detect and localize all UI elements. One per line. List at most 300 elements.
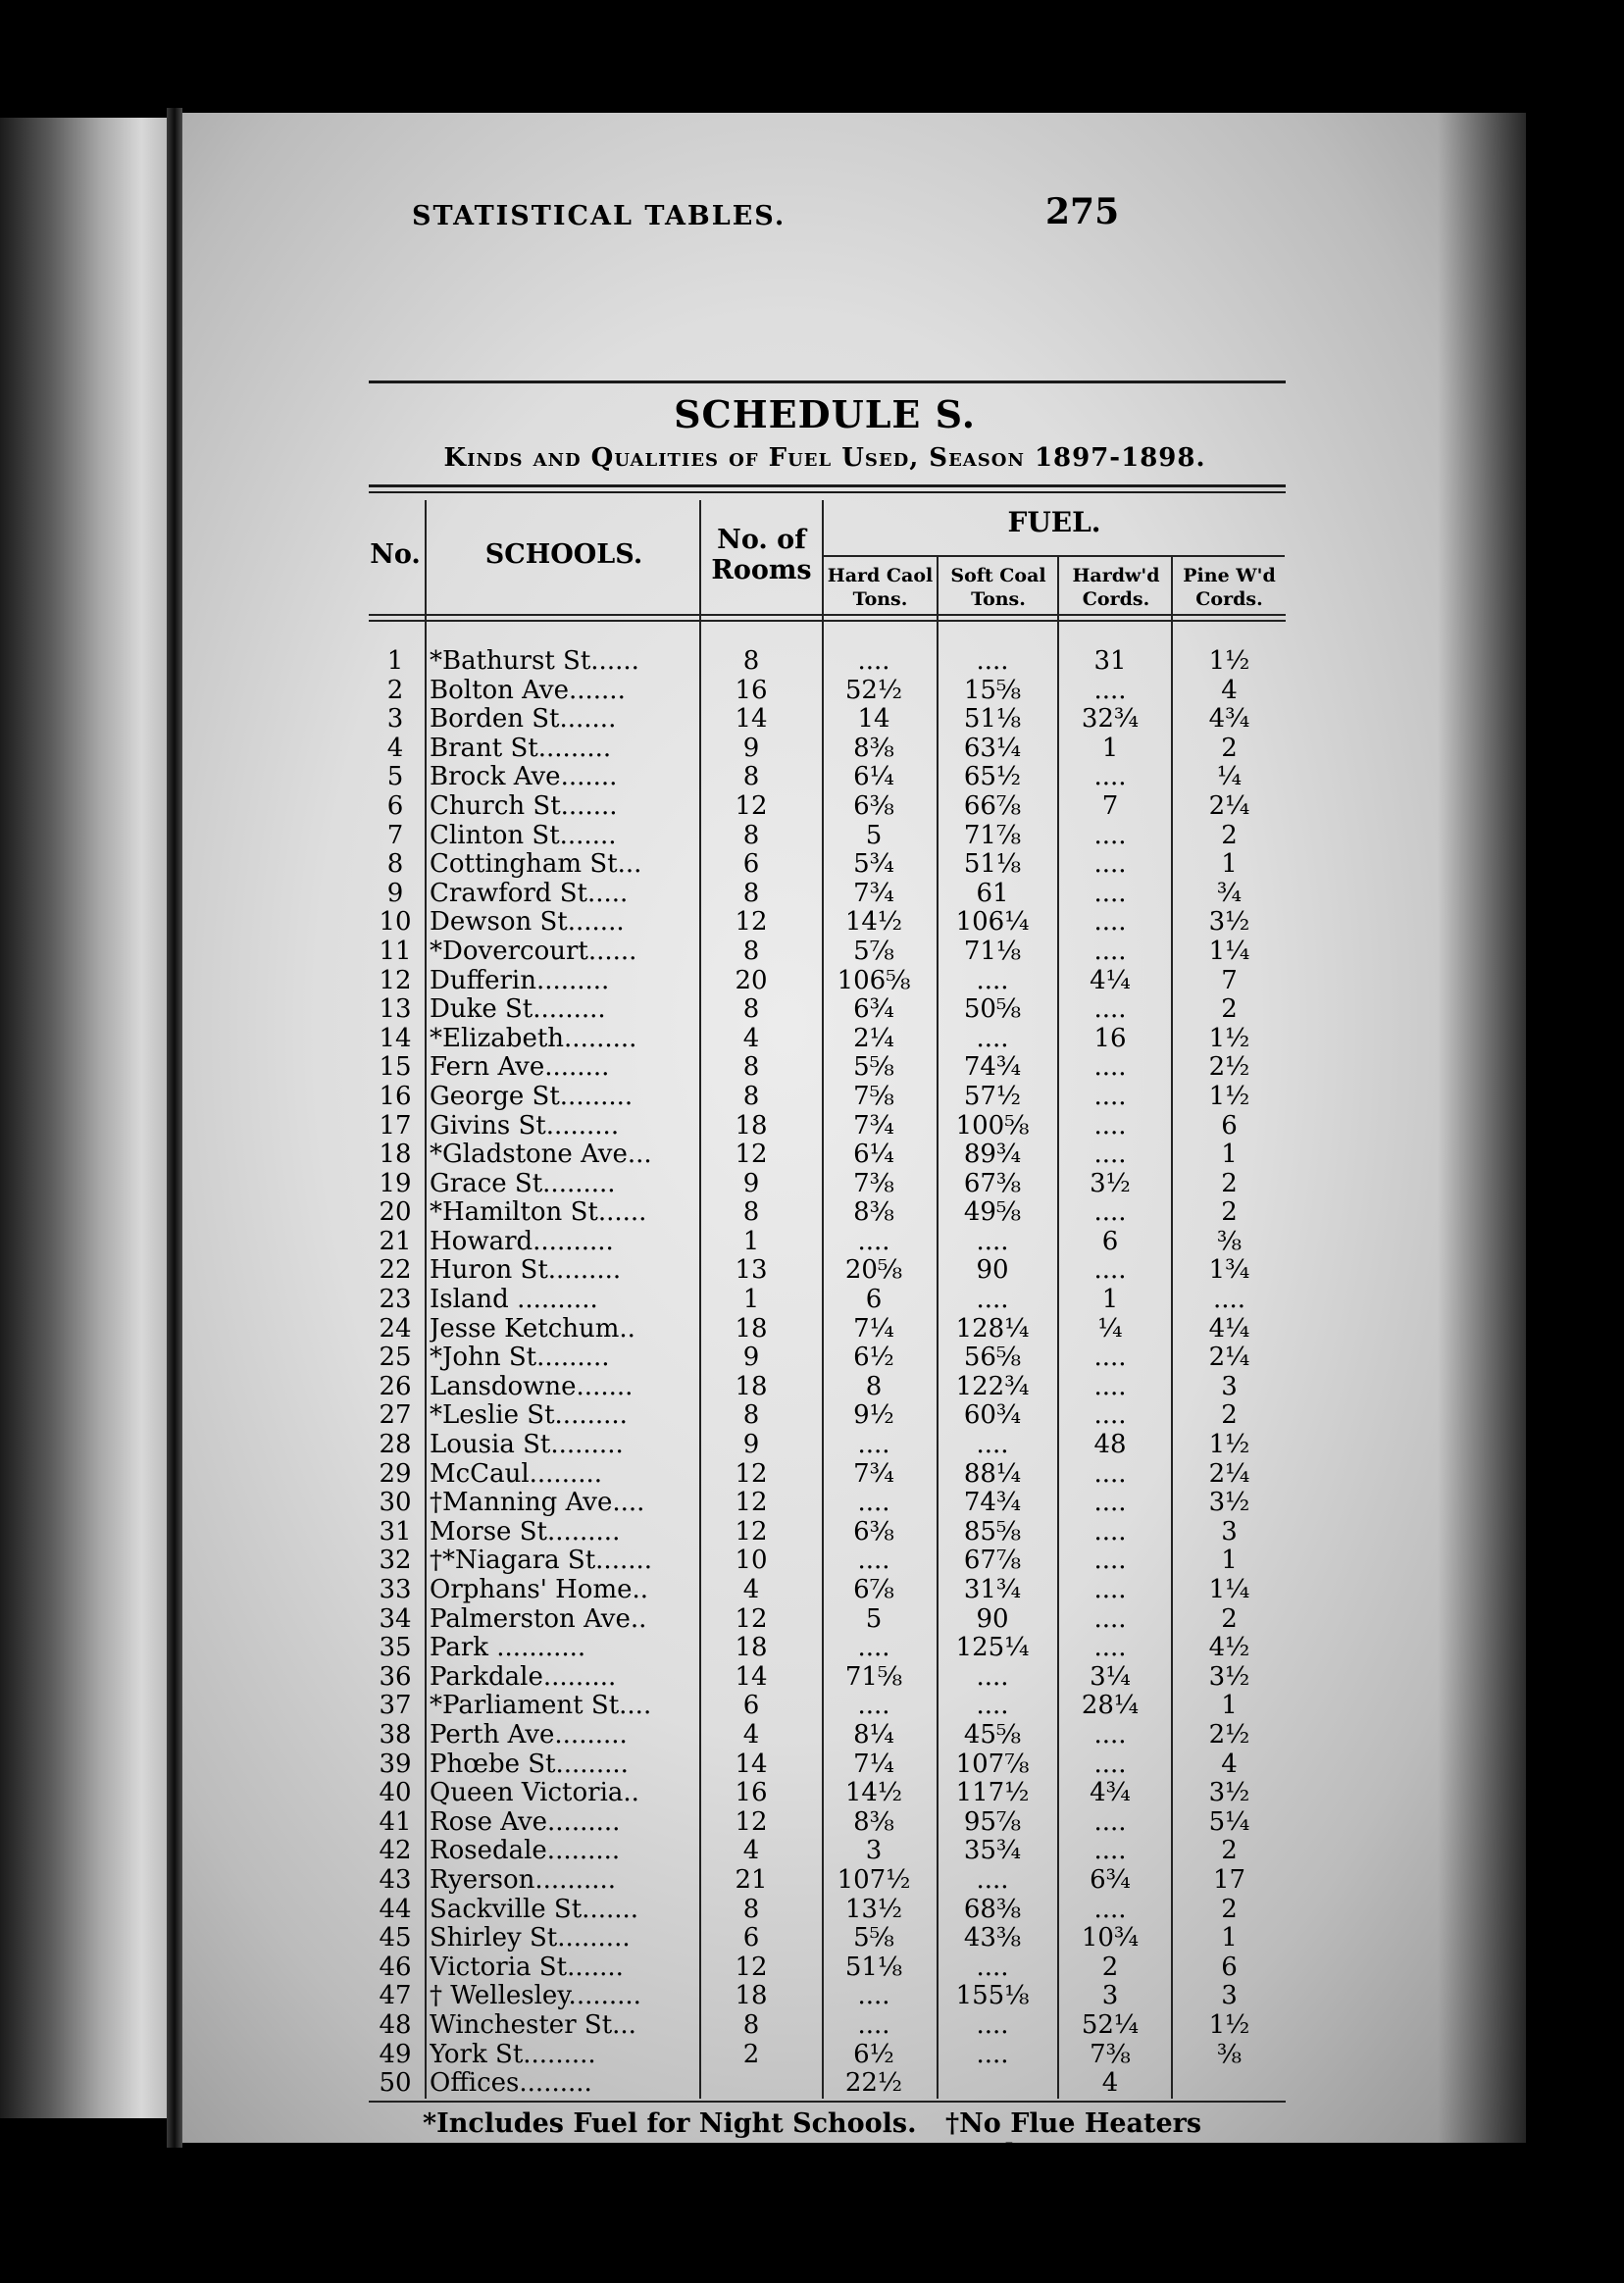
row-number: 3 bbox=[386, 704, 404, 735]
table-row bbox=[369, 938, 1286, 967]
pine-wood-cords: 1½ bbox=[1208, 1430, 1250, 1460]
row-number: 20 bbox=[379, 1197, 412, 1228]
hardwood-cords: .... bbox=[1093, 1516, 1127, 1547]
rooms-count: 8 bbox=[742, 1894, 760, 1924]
hard-coal-tons: 6⅜ bbox=[853, 1516, 894, 1547]
rooms-count: 12 bbox=[735, 907, 768, 938]
row-number: 38 bbox=[379, 1719, 412, 1750]
hardwood-cords: .... bbox=[1093, 1081, 1127, 1111]
school-name: † Wellesley......... bbox=[430, 1982, 641, 2011]
pine-wood-cords: 2½ bbox=[1208, 1719, 1250, 1750]
table-row bbox=[369, 850, 1286, 880]
rooms-count: 6 bbox=[742, 849, 760, 880]
hard-coal-tons: .... bbox=[857, 2009, 890, 2040]
row-number: 11 bbox=[379, 936, 412, 966]
row-number: 30 bbox=[379, 1488, 412, 1518]
soft-coal-tons: .... bbox=[976, 1952, 1009, 1982]
hardwood-cords: 3 bbox=[1101, 1981, 1119, 2011]
rooms-count: 6 bbox=[742, 1923, 760, 1953]
hard-coal-tons: 6⅞ bbox=[853, 1575, 894, 1604]
school-name: Duke St......... bbox=[430, 995, 606, 1025]
hardwood-cords: .... bbox=[1093, 1255, 1127, 1286]
rooms-count: 2 bbox=[742, 2039, 760, 2069]
school-name: Lansdowne....... bbox=[430, 1372, 634, 1401]
school-name: Lousia St......... bbox=[430, 1431, 624, 1460]
pine-wood-cords: 2 bbox=[1221, 1836, 1238, 1866]
hardwood-cords: .... bbox=[1093, 1488, 1127, 1518]
pine-wood-cords: 4¾ bbox=[1208, 704, 1250, 735]
pine-wood-cords: 2 bbox=[1221, 1603, 1238, 1634]
pine-wood-cords: ¼ bbox=[1216, 762, 1243, 792]
school-name: Victoria St....... bbox=[430, 1953, 624, 1982]
row-number: 18 bbox=[379, 1140, 412, 1170]
school-name: Brant St......... bbox=[430, 734, 612, 763]
hard-coal-tons: 9½ bbox=[853, 1400, 894, 1431]
pine-wood-cords: 4¼ bbox=[1208, 1313, 1250, 1344]
school-name: Fern Ave........ bbox=[430, 1053, 610, 1083]
soft-coal-tons: .... bbox=[976, 2039, 1009, 2069]
table-row bbox=[369, 1576, 1286, 1605]
soft-coal-tons: 125¼ bbox=[955, 1633, 1030, 1663]
school-name: Orphans' Home.. bbox=[430, 1576, 649, 1604]
soft-coal-tons: .... bbox=[976, 1864, 1009, 1895]
hardwood-cords: .... bbox=[1093, 1836, 1127, 1866]
pine-wood-cords: 2 bbox=[1221, 994, 1238, 1025]
table-row bbox=[369, 1373, 1286, 1402]
pine-wood-cords: 1¼ bbox=[1208, 936, 1250, 966]
table-row bbox=[369, 1344, 1286, 1373]
rooms-count: 9 bbox=[742, 1168, 760, 1198]
row-number: 17 bbox=[379, 1110, 412, 1141]
rooms-count: 21 bbox=[735, 1864, 768, 1895]
header-no: No. bbox=[370, 539, 421, 570]
table-row bbox=[369, 1547, 1286, 1576]
hard-coal-tons: 7⅝ bbox=[853, 1081, 894, 1111]
school-name: *Hamilton St...... bbox=[430, 1198, 647, 1228]
header-soft-line1: Soft Coal bbox=[950, 565, 1046, 586]
rooms-count: 6 bbox=[742, 1691, 760, 1721]
soft-coal-tons: 61 bbox=[976, 878, 1009, 908]
row-number: 45 bbox=[379, 1923, 412, 1953]
rooms-count: 8 bbox=[742, 1197, 760, 1228]
header-pine-line2: Cords. bbox=[1195, 588, 1263, 610]
rooms-count: 10 bbox=[735, 1546, 768, 1576]
rooms-count: 9 bbox=[742, 1343, 760, 1373]
hard-coal-tons: 7⅜ bbox=[853, 1168, 894, 1198]
soft-coal-tons: 71⅞ bbox=[963, 820, 1022, 850]
rooms-count: 14 bbox=[735, 1749, 768, 1779]
hardwood-cords: 4¼ bbox=[1090, 965, 1131, 995]
hard-coal-tons: 22½ bbox=[844, 2068, 903, 2099]
header-hard-line1: Hard Caol bbox=[827, 565, 934, 586]
hard-coal-tons: 52½ bbox=[844, 675, 903, 705]
hardwood-cords: .... bbox=[1093, 849, 1127, 880]
row-number: 26 bbox=[379, 1371, 412, 1401]
rooms-count: 1 bbox=[742, 1285, 760, 1315]
rooms-count: 12 bbox=[735, 1516, 768, 1547]
school-name: Dufferin......... bbox=[430, 966, 610, 995]
soft-coal-tons: .... bbox=[976, 2009, 1009, 2040]
soft-coal-tons: .... bbox=[976, 1023, 1009, 1053]
school-name: Givins St......... bbox=[430, 1111, 620, 1141]
pine-wood-cords: 3½ bbox=[1208, 907, 1250, 938]
school-name: Phœbe St......... bbox=[430, 1750, 629, 1779]
row-number: 35 bbox=[379, 1633, 412, 1663]
table-row bbox=[369, 1663, 1286, 1693]
row-number: 40 bbox=[379, 1778, 412, 1808]
pine-wood-cords: .... bbox=[1212, 1285, 1246, 1315]
table-row bbox=[369, 822, 1286, 851]
soft-coal-tons: 50⅝ bbox=[963, 994, 1022, 1025]
hardwood-cords: 3¼ bbox=[1090, 1661, 1131, 1692]
school-name: Queen Victoria.. bbox=[430, 1779, 639, 1808]
rooms-count: 18 bbox=[735, 1633, 768, 1663]
soft-coal-tons: 95⅞ bbox=[963, 1806, 1022, 1837]
soft-coal-tons: .... bbox=[976, 1226, 1009, 1256]
table-row bbox=[369, 1750, 1286, 1780]
hard-coal-tons: 5⅞ bbox=[853, 936, 894, 966]
soft-coal-tons: 56⅝ bbox=[963, 1343, 1022, 1373]
school-name: Perth Ave......... bbox=[430, 1720, 628, 1750]
page-shadow bbox=[1438, 113, 1526, 2143]
soft-coal-tons: .... bbox=[976, 1430, 1009, 1460]
soft-coal-tons: 90 bbox=[976, 1603, 1009, 1634]
hardwood-cords: 6¾ bbox=[1090, 1864, 1131, 1895]
table-row bbox=[369, 1866, 1286, 1896]
hard-coal-tons: 5⅝ bbox=[853, 1923, 894, 1953]
hard-coal-tons: 14 bbox=[857, 704, 890, 735]
table-row bbox=[369, 2011, 1286, 2041]
pine-wood-cords: 1 bbox=[1221, 1691, 1238, 1721]
school-name: Bolton Ave....... bbox=[430, 676, 626, 705]
hard-coal-tons: 5⅝ bbox=[853, 1052, 894, 1083]
pine-wood-cords: 6 bbox=[1221, 1952, 1238, 1982]
table-row bbox=[369, 1141, 1286, 1170]
hard-coal-tons: 8 bbox=[865, 1371, 883, 1401]
hardwood-cords: .... bbox=[1093, 1197, 1127, 1228]
hardwood-cords: 3½ bbox=[1090, 1168, 1131, 1198]
rooms-count: 8 bbox=[742, 1400, 760, 1431]
hardwood-cords: .... bbox=[1093, 1633, 1127, 1663]
hard-coal-tons: .... bbox=[857, 1430, 890, 1460]
table-row bbox=[369, 1053, 1286, 1083]
hard-coal-tons: 7¼ bbox=[853, 1313, 894, 1344]
pine-wood-cords: 4½ bbox=[1208, 1633, 1250, 1663]
table-row bbox=[369, 1401, 1286, 1431]
header-bottom-rule bbox=[369, 614, 1286, 616]
rooms-count: 9 bbox=[742, 733, 760, 763]
soft-coal-tons: 106¼ bbox=[955, 907, 1030, 938]
table-row bbox=[369, 1460, 1286, 1490]
row-number: 7 bbox=[386, 820, 404, 850]
schedule-subtitle: Kinds and Qualities of Fuel Used, Season 1897-1898. bbox=[443, 443, 1206, 473]
table-row bbox=[369, 1170, 1286, 1199]
soft-coal-tons: 35¾ bbox=[963, 1836, 1022, 1866]
row-number: 32 bbox=[379, 1546, 412, 1576]
row-number: 9 bbox=[386, 878, 404, 908]
table-row bbox=[369, 908, 1286, 938]
hard-coal-tons: 7¾ bbox=[853, 878, 894, 908]
fuel-table-body bbox=[369, 647, 1286, 2099]
hard-coal-tons: 6¼ bbox=[853, 1140, 894, 1170]
pine-wood-cords: 3½ bbox=[1208, 1661, 1250, 1692]
row-number: 24 bbox=[379, 1313, 412, 1344]
rooms-count: 12 bbox=[735, 1458, 768, 1489]
hardwood-cords: 16 bbox=[1093, 1023, 1127, 1053]
row-number: 47 bbox=[379, 1981, 412, 2011]
table-row bbox=[369, 2041, 1286, 2070]
table-row bbox=[369, 1982, 1286, 2011]
table-row bbox=[369, 1808, 1286, 1838]
hard-coal-tons: 6½ bbox=[853, 2039, 894, 2069]
rooms-count: 18 bbox=[735, 1110, 768, 1141]
rooms-count: 8 bbox=[742, 2009, 760, 2040]
page-number: 275 bbox=[1045, 191, 1120, 232]
book-spine bbox=[167, 108, 182, 2148]
hardwood-cords: 52¼ bbox=[1081, 2009, 1140, 2040]
school-name: Rosedale......... bbox=[430, 1837, 621, 1866]
school-name: Church St....... bbox=[430, 791, 618, 821]
rooms-count: 16 bbox=[735, 675, 768, 705]
hard-coal-tons: 107½ bbox=[837, 1864, 911, 1895]
hardwood-cords: .... bbox=[1093, 1806, 1127, 1837]
school-name: Park ........... bbox=[430, 1634, 586, 1663]
hardwood-cords: 6 bbox=[1101, 1226, 1119, 1256]
soft-coal-tons: 67⅞ bbox=[963, 1546, 1022, 1576]
school-name: Parkdale......... bbox=[430, 1662, 617, 1692]
rooms-count: 20 bbox=[735, 965, 768, 995]
hard-coal-tons: 7¼ bbox=[853, 1749, 894, 1779]
soft-coal-tons: 117½ bbox=[955, 1778, 1030, 1808]
soft-coal-tons: 65½ bbox=[963, 762, 1022, 792]
hardwood-cords: 4 bbox=[1101, 2068, 1119, 2099]
rooms-count: 16 bbox=[735, 1778, 768, 1808]
row-number: 6 bbox=[386, 790, 404, 821]
pine-wood-cords: 1¾ bbox=[1208, 1255, 1250, 1286]
table-row bbox=[369, 1518, 1286, 1547]
hard-coal-tons: 7¾ bbox=[853, 1458, 894, 1489]
row-number: 34 bbox=[379, 1603, 412, 1634]
hard-coal-tons: 2¼ bbox=[853, 1023, 894, 1053]
pine-wood-cords: 2¼ bbox=[1208, 1458, 1250, 1489]
hardwood-cords: .... bbox=[1093, 1371, 1127, 1401]
rooms-count: 14 bbox=[735, 1661, 768, 1692]
pine-wood-cords: 2¼ bbox=[1208, 790, 1250, 821]
table-row bbox=[369, 880, 1286, 909]
pine-wood-cords: 1 bbox=[1221, 1923, 1238, 1953]
hard-coal-tons: 8⅜ bbox=[853, 733, 894, 763]
row-number: 29 bbox=[379, 1458, 412, 1489]
table-row bbox=[369, 1692, 1286, 1721]
school-name: †*Niagara St....... bbox=[430, 1547, 653, 1576]
row-number: 44 bbox=[379, 1894, 412, 1924]
hardwood-cords: .... bbox=[1093, 1343, 1127, 1373]
pine-wood-cords: 1¼ bbox=[1208, 1575, 1250, 1604]
row-number: 14 bbox=[379, 1023, 412, 1053]
school-name: Sackville St....... bbox=[430, 1895, 639, 1924]
row-number: 5 bbox=[386, 762, 404, 792]
hard-coal-tons: 5 bbox=[865, 1603, 883, 1634]
table-bottom-rule bbox=[369, 2101, 1286, 2103]
soft-coal-tons: 60¾ bbox=[963, 1400, 1022, 1431]
hard-coal-tons: .... bbox=[857, 1633, 890, 1663]
row-number: 42 bbox=[379, 1836, 412, 1866]
row-number: 49 bbox=[379, 2039, 412, 2069]
hardwood-cords: 10¾ bbox=[1081, 1923, 1140, 1953]
soft-coal-tons: 88¼ bbox=[963, 1458, 1022, 1489]
row-number: 16 bbox=[379, 1081, 412, 1111]
soft-coal-tons: 67⅜ bbox=[963, 1168, 1022, 1198]
school-name: *John St......... bbox=[430, 1344, 610, 1373]
pine-wood-cords: 3 bbox=[1221, 1516, 1238, 1547]
hardwood-cords: .... bbox=[1093, 1894, 1127, 1924]
header-hardwood-line2: Cords. bbox=[1082, 588, 1150, 610]
hard-coal-tons: 51⅛ bbox=[844, 1952, 903, 1982]
row-number: 25 bbox=[379, 1343, 412, 1373]
soft-coal-tons: 74¾ bbox=[963, 1052, 1022, 1083]
top-rule bbox=[369, 380, 1286, 383]
hardwood-cords: 1 bbox=[1101, 733, 1119, 763]
hardwood-cords: .... bbox=[1093, 1052, 1127, 1083]
hard-coal-tons: 7¾ bbox=[853, 1110, 894, 1141]
hardwood-cords: 28¼ bbox=[1081, 1691, 1140, 1721]
school-name: York St......... bbox=[430, 2040, 596, 2069]
school-name: *Parliament St.... bbox=[430, 1692, 652, 1721]
pine-wood-cords: 7 bbox=[1221, 965, 1238, 995]
row-number: 2 bbox=[386, 675, 404, 705]
row-number: 33 bbox=[379, 1575, 412, 1604]
pine-wood-cords: 2¼ bbox=[1208, 1343, 1250, 1373]
rooms-count: 14 bbox=[735, 704, 768, 735]
pine-wood-cords: 1 bbox=[1221, 849, 1238, 880]
pine-wood-cords: 2 bbox=[1221, 1894, 1238, 1924]
table-row bbox=[369, 1924, 1286, 1953]
rooms-count: 4 bbox=[742, 1575, 760, 1604]
rooms-count: 4 bbox=[742, 1023, 760, 1053]
table-row bbox=[369, 1315, 1286, 1344]
pine-wood-cords: 2 bbox=[1221, 1197, 1238, 1228]
hardwood-cords: .... bbox=[1093, 1458, 1127, 1489]
soft-coal-tons: 74¾ bbox=[963, 1488, 1022, 1518]
rooms-count: 8 bbox=[742, 1081, 760, 1111]
soft-coal-tons: 71⅛ bbox=[963, 936, 1022, 966]
table-row bbox=[369, 1605, 1286, 1635]
rooms-count: 8 bbox=[742, 936, 760, 966]
school-name: Island .......... bbox=[430, 1286, 598, 1315]
row-number: 50 bbox=[379, 2068, 412, 2099]
rooms-count: 8 bbox=[742, 646, 760, 676]
table-row bbox=[369, 1228, 1286, 1257]
hardwood-cords: 1 bbox=[1101, 1285, 1119, 1315]
header-rule-top-2 bbox=[369, 491, 1286, 493]
school-name: Borden St....... bbox=[430, 705, 617, 735]
school-name: Huron St......... bbox=[430, 1256, 622, 1286]
soft-coal-tons: 31¾ bbox=[963, 1575, 1022, 1604]
school-name: George St......... bbox=[430, 1082, 634, 1111]
pine-wood-cords: ⅜ bbox=[1216, 1226, 1243, 1256]
pine-wood-cords: 5¼ bbox=[1208, 1806, 1250, 1837]
pine-wood-cords: 6 bbox=[1221, 1110, 1238, 1141]
table-row bbox=[369, 1837, 1286, 1866]
row-number: 19 bbox=[379, 1168, 412, 1198]
rooms-count: 18 bbox=[735, 1313, 768, 1344]
row-number: 28 bbox=[379, 1430, 412, 1460]
school-name: Offices......... bbox=[430, 2069, 592, 2099]
rooms-count: 8 bbox=[742, 820, 760, 850]
pine-wood-cords: 1 bbox=[1221, 1546, 1238, 1576]
row-number: 43 bbox=[379, 1864, 412, 1895]
soft-coal-tons: .... bbox=[976, 1691, 1009, 1721]
hard-coal-tons: .... bbox=[857, 646, 890, 676]
hardwood-cords: 48 bbox=[1093, 1430, 1127, 1460]
hardwood-cords: .... bbox=[1093, 675, 1127, 705]
school-name: Winchester St... bbox=[430, 2010, 636, 2040]
hard-coal-tons: .... bbox=[857, 1981, 890, 2011]
school-name: McCaul......... bbox=[430, 1459, 603, 1489]
header-rooms-line2: Rooms bbox=[711, 555, 812, 585]
school-name: Brock Ave....... bbox=[430, 763, 618, 792]
hardwood-cords: .... bbox=[1093, 994, 1127, 1025]
hard-coal-tons: 106⅝ bbox=[837, 965, 911, 995]
header-bottom-rule-2 bbox=[369, 620, 1286, 622]
left-page-edge bbox=[0, 118, 167, 2118]
pine-wood-cords: 3 bbox=[1221, 1371, 1238, 1401]
soft-coal-tons: 66⅞ bbox=[963, 790, 1022, 821]
table-row bbox=[369, 677, 1286, 706]
running-head: STATISTICAL TABLES. bbox=[412, 201, 787, 231]
table-row bbox=[369, 1025, 1286, 1054]
table-row bbox=[369, 792, 1286, 822]
hardwood-cords: .... bbox=[1093, 1749, 1127, 1779]
table-row bbox=[369, 1286, 1286, 1315]
table-row bbox=[369, 647, 1286, 677]
hard-coal-tons: 14½ bbox=[844, 907, 903, 938]
school-name: Grace St......... bbox=[430, 1169, 616, 1198]
hardwood-cords: .... bbox=[1093, 1110, 1127, 1141]
table-row bbox=[369, 763, 1286, 792]
school-name: *Elizabeth......... bbox=[430, 1024, 637, 1053]
school-name: †Manning Ave.... bbox=[430, 1489, 645, 1518]
hard-coal-tons: 3 bbox=[865, 1836, 883, 1866]
rooms-count: 8 bbox=[742, 1052, 760, 1083]
school-name: Palmerston Ave.. bbox=[430, 1604, 647, 1634]
header-hardwood-line1: Hardw'd bbox=[1072, 565, 1160, 586]
rooms-count: 13 bbox=[735, 1255, 768, 1286]
school-name: Clinton St....... bbox=[430, 821, 617, 850]
school-name: Ryerson.......... bbox=[430, 1865, 617, 1895]
rooms-count: 9 bbox=[742, 1430, 760, 1460]
rooms-count: 4 bbox=[742, 1719, 760, 1750]
soft-coal-tons: 155⅛ bbox=[955, 1981, 1030, 2011]
hardwood-cords: .... bbox=[1093, 936, 1127, 966]
footnote-night-schools: *Includes Fuel for Night Schools. bbox=[423, 2108, 917, 2139]
rooms-count: 18 bbox=[735, 1981, 768, 2011]
table-row bbox=[369, 1779, 1286, 1808]
soft-coal-tons: 63¼ bbox=[963, 733, 1022, 763]
rooms-count: 18 bbox=[735, 1371, 768, 1401]
school-name: Jesse Ketchum.. bbox=[430, 1314, 635, 1344]
hardwood-cords: .... bbox=[1093, 1575, 1127, 1604]
hard-coal-tons: .... bbox=[857, 1691, 890, 1721]
table-row bbox=[369, 1896, 1286, 1925]
school-name: Shirley St......... bbox=[430, 1924, 631, 1953]
hardwood-cords: 32¾ bbox=[1081, 704, 1140, 735]
school-name: Rose Ave......... bbox=[430, 1807, 621, 1837]
pine-wood-cords: 3½ bbox=[1208, 1778, 1250, 1808]
hard-coal-tons: 8¼ bbox=[853, 1719, 894, 1750]
school-name: *Dovercourt...... bbox=[430, 937, 637, 966]
hardwood-cords: 2 bbox=[1101, 1952, 1119, 1982]
